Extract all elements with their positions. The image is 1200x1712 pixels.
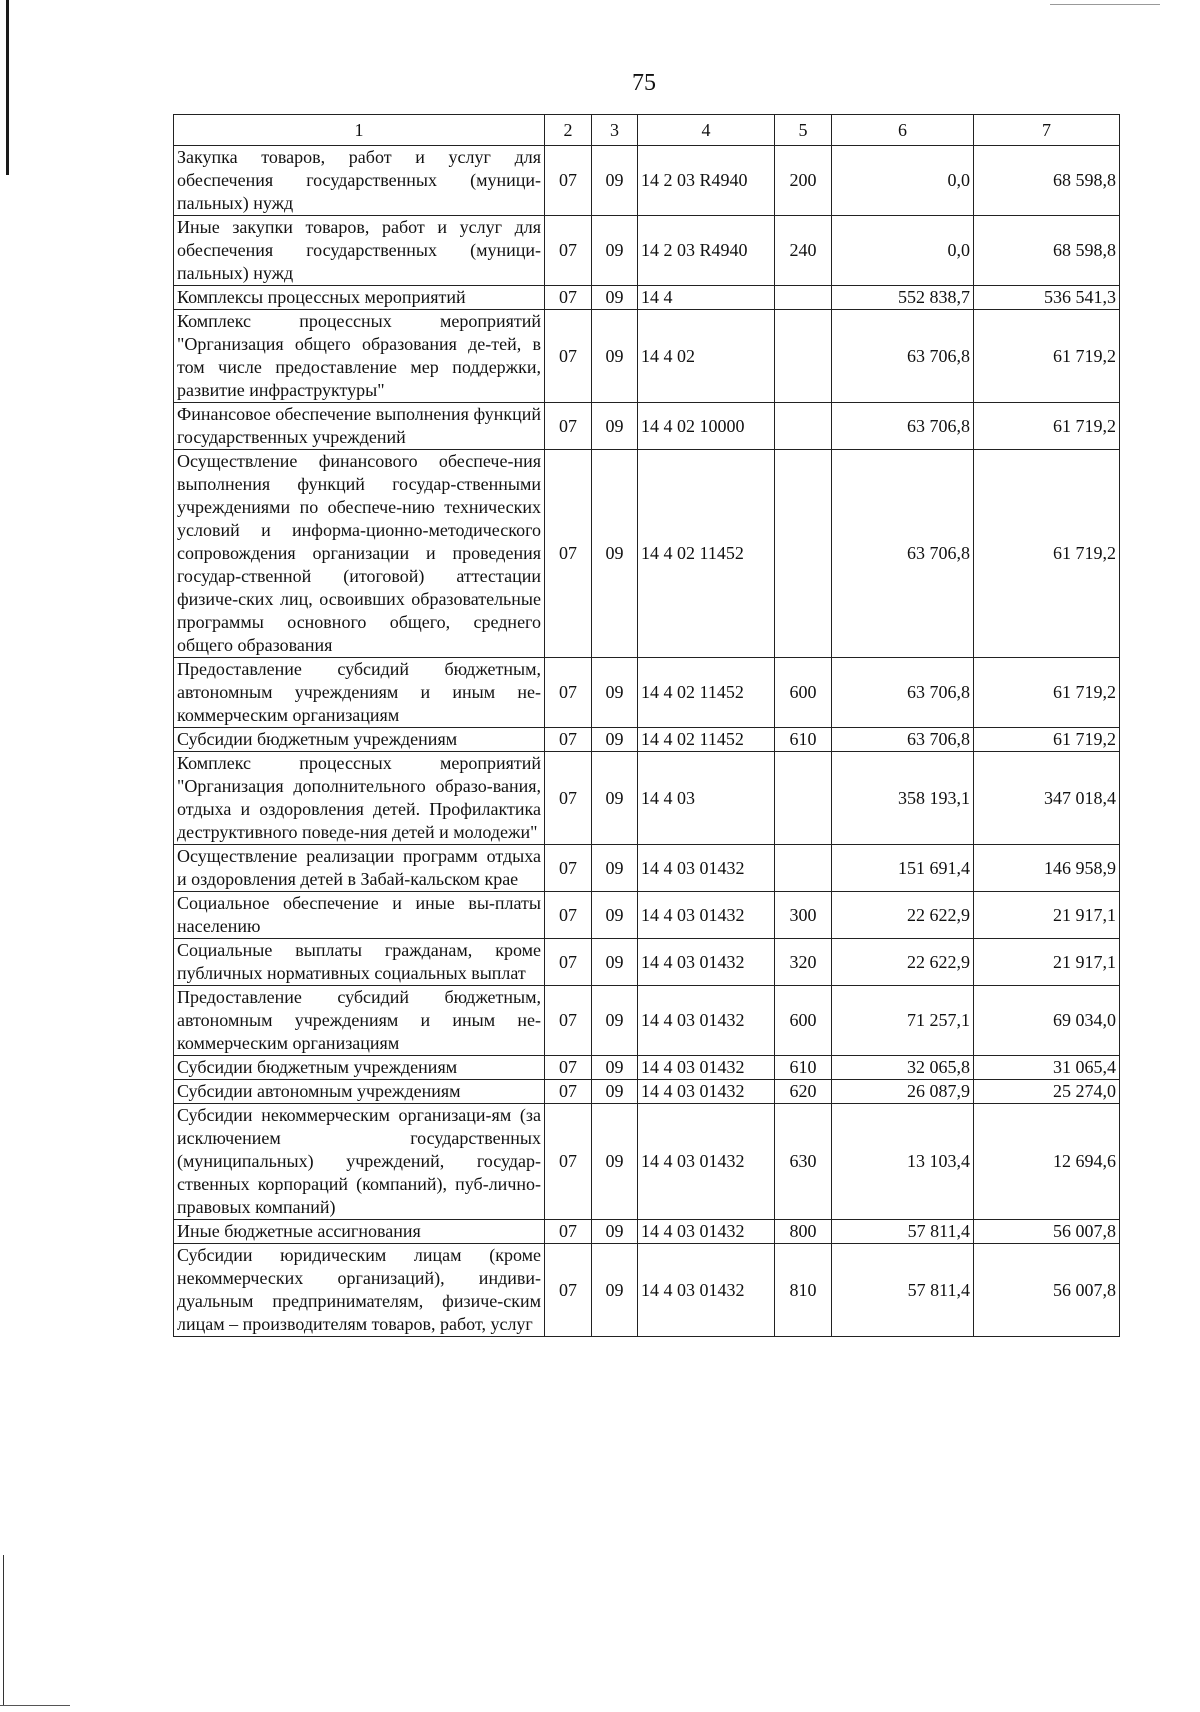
target-article-code: 14 4 <box>638 286 775 310</box>
page-number: 75 <box>632 70 656 96</box>
subsection-code: 09 <box>592 1244 638 1337</box>
amount-col6: 358 193,1 <box>832 752 974 845</box>
column-header: 6 <box>832 115 974 146</box>
row-description: Предоставление субсидий бюджетным, автономным учреждениям и иным не-коммерческим организациям <box>174 986 545 1056</box>
amount-col6: 22 622,9 <box>832 892 974 939</box>
row-description: Социальное обеспечение и иные вы-платы населению <box>174 892 545 939</box>
scan-edge-mark <box>0 1705 70 1706</box>
target-article-code: 14 4 02 11452 <box>638 450 775 658</box>
section-code: 07 <box>545 986 592 1056</box>
subsection-code: 09 <box>592 146 638 216</box>
expense-type-code <box>775 403 832 450</box>
subsection-code: 09 <box>592 728 638 752</box>
amount-col7: 69 034,0 <box>974 986 1120 1056</box>
target-article-code: 14 2 03 R4940 <box>638 216 775 286</box>
amount-col7: 12 694,6 <box>974 1104 1120 1220</box>
section-code: 07 <box>545 1220 592 1244</box>
subsection-code: 09 <box>592 403 638 450</box>
subsection-code: 09 <box>592 1080 638 1104</box>
subsection-code: 09 <box>592 986 638 1056</box>
amount-col7: 61 719,2 <box>974 310 1120 403</box>
target-article-code: 14 4 02 10000 <box>638 403 775 450</box>
row-description: Финансовое обеспечение выполнения функций государственных учреждений <box>174 403 545 450</box>
amount-col6: 57 811,4 <box>832 1220 974 1244</box>
scan-edge-mark <box>1050 4 1160 5</box>
table-row <box>174 1104 1120 1220</box>
target-article-code: 14 4 03 01432 <box>638 1220 775 1244</box>
section-code: 07 <box>545 403 592 450</box>
table-row <box>174 658 1120 728</box>
amount-col7: 21 917,1 <box>974 892 1120 939</box>
amount-col7: 21 917,1 <box>974 939 1120 986</box>
section-code: 07 <box>545 146 592 216</box>
subsection-code: 09 <box>592 450 638 658</box>
target-article-code: 14 4 02 <box>638 310 775 403</box>
subsection-code: 09 <box>592 892 638 939</box>
target-article-code: 14 4 03 01432 <box>638 892 775 939</box>
amount-col7: 68 598,8 <box>974 216 1120 286</box>
expense-type-code <box>775 310 832 403</box>
table-row <box>174 845 1120 892</box>
amount-col7: 61 719,2 <box>974 403 1120 450</box>
section-code: 07 <box>545 286 592 310</box>
amount-col7: 25 274,0 <box>974 1080 1120 1104</box>
table-row <box>174 752 1120 845</box>
expense-type-code: 620 <box>775 1080 832 1104</box>
amount-col7: 61 719,2 <box>974 658 1120 728</box>
amount-col6: 13 103,4 <box>832 1104 974 1220</box>
subsection-code: 09 <box>592 1220 638 1244</box>
amount-col7: 146 958,9 <box>974 845 1120 892</box>
subsection-code: 09 <box>592 939 638 986</box>
amount-col6: 32 065,8 <box>832 1056 974 1080</box>
amount-col6: 57 811,4 <box>832 1244 974 1337</box>
row-description: Комплекс процессных мероприятий "Организация дополнительного образо-вания, отдыха и оздоровления детей. Профилактика деструктивного поведе-ния детей и молодежи" <box>174 752 545 845</box>
table-header-row <box>174 115 1120 146</box>
table-row <box>174 403 1120 450</box>
row-description: Закупка товаров, работ и услуг для обеспечения государственных (муници-пальных) нужд <box>174 146 545 216</box>
row-description: Субсидии некоммерческим организаци-ям (за исключением государственных (муниципальных) учреждений, государ-ственных корпораций (компаний), пуб-лично-правовых компаний) <box>174 1104 545 1220</box>
amount-col6: 63 706,8 <box>832 658 974 728</box>
row-description: Комплексы процессных мероприятий <box>174 286 545 310</box>
subsection-code: 09 <box>592 752 638 845</box>
amount-col6: 63 706,8 <box>832 728 974 752</box>
expense-type-code: 320 <box>775 939 832 986</box>
scan-edge-mark <box>3 1555 4 1705</box>
section-code: 07 <box>545 1244 592 1337</box>
expense-type-code: 200 <box>775 146 832 216</box>
subsection-code: 09 <box>592 845 638 892</box>
section-code: 07 <box>545 216 592 286</box>
table-row <box>174 1080 1120 1104</box>
row-description: Субсидии бюджетным учреждениям <box>174 1056 545 1080</box>
section-code: 07 <box>545 658 592 728</box>
column-header: 4 <box>638 115 775 146</box>
amount-col7: 61 719,2 <box>974 450 1120 658</box>
expense-type-code: 610 <box>775 728 832 752</box>
row-description: Социальные выплаты гражданам, кроме публичных нормативных социальных выплат <box>174 939 545 986</box>
amount-col7: 61 719,2 <box>974 728 1120 752</box>
expense-type-code: 800 <box>775 1220 832 1244</box>
row-description: Субсидии юридическим лицам (кроме некоммерческих организаций), индиви-дуальным предпринимателям, физиче-ским лицам – производителям товаров, работ, услуг <box>174 1244 545 1337</box>
target-article-code: 14 4 03 01432 <box>638 1244 775 1337</box>
amount-col7: 536 541,3 <box>974 286 1120 310</box>
row-description: Субсидии бюджетным учреждениям <box>174 728 545 752</box>
table-row <box>174 1056 1120 1080</box>
amount-col6: 22 622,9 <box>832 939 974 986</box>
section-code: 07 <box>545 450 592 658</box>
section-code: 07 <box>545 892 592 939</box>
amount-col6: 151 691,4 <box>832 845 974 892</box>
target-article-code: 14 4 03 01432 <box>638 1104 775 1220</box>
row-description: Комплекс процессных мероприятий "Организация общего образования де-тей, в том числе предоставление мер поддержки, развитие инфраструктуры" <box>174 310 545 403</box>
target-article-code: 14 4 02 11452 <box>638 658 775 728</box>
table-row <box>174 728 1120 752</box>
row-description: Иные закупки товаров, работ и услуг для обеспечения государственных (муници-пальных) нужд <box>174 216 545 286</box>
target-article-code: 14 4 03 01432 <box>638 845 775 892</box>
amount-col7: 56 007,8 <box>974 1220 1120 1244</box>
row-description: Осуществление реализации программ отдыха и оздоровления детей в Забай-кальском крае <box>174 845 545 892</box>
expense-type-code: 600 <box>775 658 832 728</box>
amount-col6: 552 838,7 <box>832 286 974 310</box>
amount-col6: 0,0 <box>832 146 974 216</box>
target-article-code: 14 4 03 01432 <box>638 1080 775 1104</box>
table-row <box>174 1220 1120 1244</box>
amount-col6: 63 706,8 <box>832 403 974 450</box>
table-row <box>174 1244 1120 1337</box>
row-description: Иные бюджетные ассигнования <box>174 1220 545 1244</box>
target-article-code: 14 4 03 01432 <box>638 939 775 986</box>
amount-col6: 0,0 <box>832 216 974 286</box>
expense-type-code: 240 <box>775 216 832 286</box>
section-code: 07 <box>545 1080 592 1104</box>
expense-type-code: 630 <box>775 1104 832 1220</box>
expense-type-code: 300 <box>775 892 832 939</box>
budget-table <box>173 114 1120 1337</box>
table-body <box>174 146 1120 1337</box>
amount-col6: 71 257,1 <box>832 986 974 1056</box>
subsection-code: 09 <box>592 1104 638 1220</box>
table-row <box>174 939 1120 986</box>
expense-type-code <box>775 450 832 658</box>
expense-type-code <box>775 752 832 845</box>
subsection-code: 09 <box>592 1056 638 1080</box>
subsection-code: 09 <box>592 286 638 310</box>
target-article-code: 14 2 03 R4940 <box>638 146 775 216</box>
amount-col7: 68 598,8 <box>974 146 1120 216</box>
target-article-code: 14 4 02 11452 <box>638 728 775 752</box>
table-row <box>174 146 1120 216</box>
table-row <box>174 450 1120 658</box>
amount-col7: 347 018,4 <box>974 752 1120 845</box>
expense-type-code: 610 <box>775 1056 832 1080</box>
section-code: 07 <box>545 845 592 892</box>
column-header: 3 <box>592 115 638 146</box>
table-row <box>174 310 1120 403</box>
section-code: 07 <box>545 1104 592 1220</box>
table-row <box>174 286 1120 310</box>
column-header: 1 <box>174 115 545 146</box>
section-code: 07 <box>545 1056 592 1080</box>
column-header: 7 <box>974 115 1120 146</box>
row-description: Осуществление финансового обеспече-ния выполнения функций государ-ственными учреждениями по обеспече-нию технических условий и информа-ционно-методического сопровождения организации и проведения государ-ственной (итоговой) аттестации физиче-ских лиц, освоивших образовательные программы основного общего, среднего общего образования <box>174 450 545 658</box>
expense-type-code <box>775 286 832 310</box>
amount-col6: 63 706,8 <box>832 310 974 403</box>
amount-col7: 31 065,4 <box>974 1056 1120 1080</box>
column-header: 5 <box>775 115 832 146</box>
subsection-code: 09 <box>592 310 638 403</box>
column-header: 2 <box>545 115 592 146</box>
table-row <box>174 892 1120 939</box>
section-code: 07 <box>545 728 592 752</box>
expense-type-code: 810 <box>775 1244 832 1337</box>
amount-col6: 63 706,8 <box>832 450 974 658</box>
expense-type-code <box>775 845 832 892</box>
table-row <box>174 216 1120 286</box>
target-article-code: 14 4 03 <box>638 752 775 845</box>
amount-col6: 26 087,9 <box>832 1080 974 1104</box>
section-code: 07 <box>545 310 592 403</box>
subsection-code: 09 <box>592 216 638 286</box>
table-row <box>174 986 1120 1056</box>
amount-col7: 56 007,8 <box>974 1244 1120 1337</box>
section-code: 07 <box>545 752 592 845</box>
target-article-code: 14 4 03 01432 <box>638 986 775 1056</box>
subsection-code: 09 <box>592 658 638 728</box>
row-description: Субсидии автономным учреждениям <box>174 1080 545 1104</box>
section-code: 07 <box>545 939 592 986</box>
target-article-code: 14 4 03 01432 <box>638 1056 775 1080</box>
expense-type-code: 600 <box>775 986 832 1056</box>
row-description: Предоставление субсидий бюджетным, автономным учреждениям и иным не-коммерческим организациям <box>174 658 545 728</box>
